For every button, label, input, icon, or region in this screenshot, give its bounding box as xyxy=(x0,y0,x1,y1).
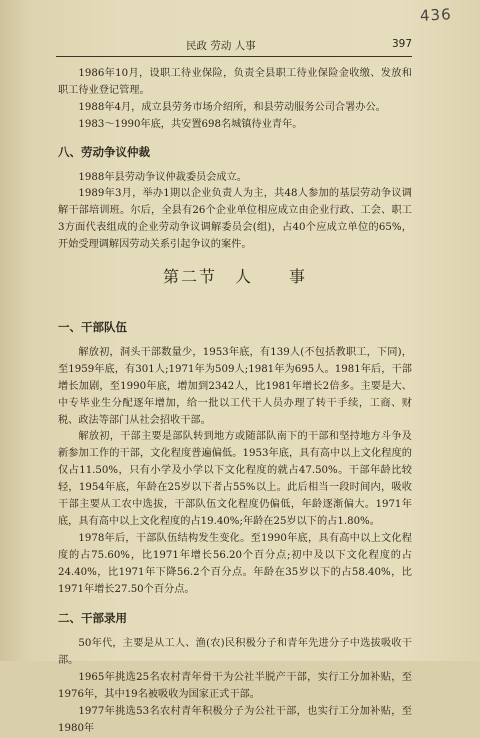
paragraph: 1989年3月，举办1期以企业负责人为主，共48人参加的基层劳动争议调解干部培训班。尔后，全县有26个企业单位相应成立由企业行政、工会、职工3方面代表组成的企业劳动争议调解委员会(组)，占40个应成立单位的65%，开始受理调解因劳动关系引起争议的案件。 xyxy=(58,188,412,251)
page-number: 397 xyxy=(391,38,412,50)
subsection-heading: 二、干部录用 xyxy=(58,611,127,626)
handwritten-page-number: 436 xyxy=(419,5,453,25)
paragraph: 50年代，主要是从工人、渔(农)民积极分子和青年先进分子中选拔吸收干部。 xyxy=(58,638,412,667)
header-rule xyxy=(56,56,412,57)
body-text xyxy=(58,66,412,738)
subsection-heading: 八、劳动争议仲裁 xyxy=(58,144,150,159)
paragraph: 1988年县劳动争议仲裁委员会成立。 xyxy=(78,171,247,183)
paragraph: 解放初，洞头干部数量少，1953年底，有139人(不包括教职工，下同)，至1959年底，有301人;1971年为509人;1981年为695人。1981年后，干部增长加剧，至1990年底，增加到2342人，比1981年增长2倍多。主要是大、中专毕业生分配逐年增加，给一批以工代干人员办理了转干手续，工商、财税、政法等部门从社会招收干部。 xyxy=(58,346,412,426)
paragraph: 1988年4月，成立县劳务市场介绍所，和县劳动服务公司合署办公。 xyxy=(78,101,386,113)
paragraph: 1978年后，干部队伍结构发生变化。至1990年底，具有高中以上文化程度的占75.60%，比1971年增长56.20个百分点;初中及以下文化程度的占24.40%，比1971年下降56.2个百分点。年龄在35岁以下的占58.40%，比1971年增长27.50个百分点。 xyxy=(58,532,412,595)
section-title: 第二节 人 事 xyxy=(162,267,307,287)
running-header xyxy=(56,38,412,56)
paragraph: 1977年挑选53名农村青年积极分子为公社干部，也实行工分加补贴，至1980年 xyxy=(58,706,412,734)
paragraph: 1986年10月，设职工待业保险，负责全县职工待业保险金收缴、发放和职工待业登记管理。 xyxy=(58,68,412,96)
subsection-heading: 一、干部队伍 xyxy=(58,319,127,334)
paragraph: 1965年挑选25名农村青年骨干为公社半脱产干部，实行工分加补贴，至1976年，其中19名被吸收为国家正式干部。 xyxy=(58,672,412,701)
header-title: 民政 劳动 人事 xyxy=(186,40,256,52)
paragraph: 1983～1990年底，共安置698名城镇待业青年。 xyxy=(78,118,303,130)
paragraph: 解放初，干部主要是部队转到地方或随部队南下的干部和坚持地方斗争及新参加工作的干部，文化程度普遍偏低。1953年底，具有高中以上文化程度的仅占11.50%，只有小学及小学以下文化程度的就占47.50%。干部年龄比较轻，1954年底，年龄在25岁以下者占55%以上。此后相当一段时间内，吸收干部主要从工农中选拔，干部队伍文化程度仍偏低，年龄逐渐偏大。1971年底，具有高中以上文化程度的占19.40%;年龄在25岁以下的占1.80%。 xyxy=(58,431,412,527)
